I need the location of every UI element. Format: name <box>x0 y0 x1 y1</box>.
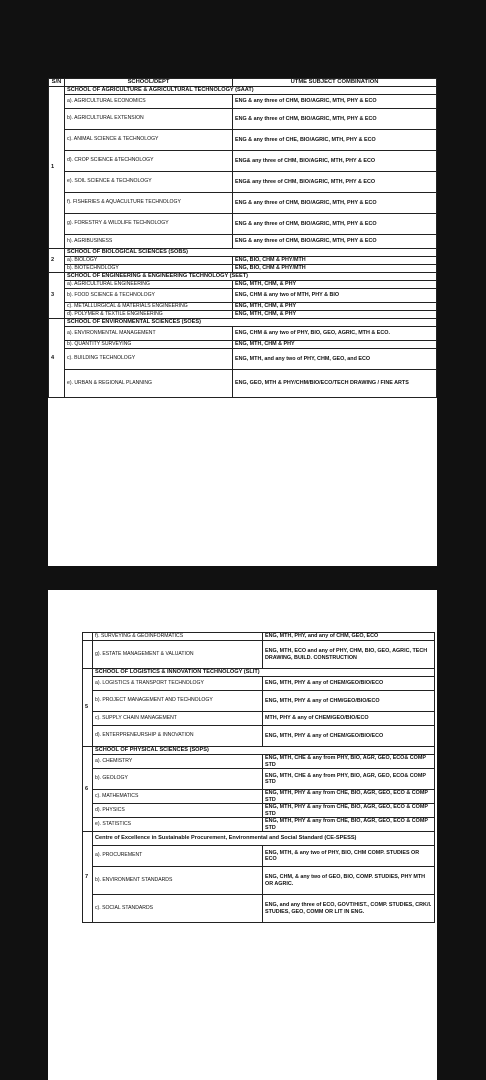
dept-name: h). AGRIBUSINESS <box>65 235 233 249</box>
school-number: 3 <box>49 273 65 319</box>
dept-name: c). ANIMAL SCIENCE & TECHNOLOGY <box>65 130 233 151</box>
table-row <box>49 235 437 249</box>
subject-combination: ENG, MTH, PHY & any from CHE, BIO, AGR, GEO, ECO & COMP STD <box>263 804 435 818</box>
subject-combination: ENG, and any three of ECO, GOVT/HIST., COMP. STUDIES, CRK/I. STUDIES, GEO, COMM OR LIT IN ENG. <box>263 895 435 923</box>
school-number: 7 <box>83 832 93 923</box>
subject-combination: ENG, MTH, PHY & any of CHEM/GEO/BIO/ECO <box>263 726 435 747</box>
dept-name: a). BIOLOGY <box>65 257 233 265</box>
table-row <box>49 265 437 273</box>
table-row <box>49 311 437 319</box>
school-number: 1 <box>49 87 65 249</box>
school-number <box>83 641 93 669</box>
subject-combination: ENG, MTH, PHY & any from CHE, BIO, AGR, GEO, ECO & COMP STD <box>263 790 435 804</box>
dept-name: f). FISHERIES & AQUACULTURE TECHNOLOGY <box>65 193 233 214</box>
dept-name: a). LOGISTICS & TRANSPORT TECHNOLOGY <box>93 677 263 691</box>
school-row <box>49 273 437 281</box>
school-number: 5 <box>83 669 93 747</box>
subject-combination: ENG & any three of CHM, BIO/AGRIC, MTH, PHY & ECO <box>233 193 437 214</box>
table-row <box>83 790 435 804</box>
subject-combination: ENG, MTH, PHY & any of CHEM/GEO/BIO/ECO <box>263 677 435 691</box>
table-row <box>49 95 437 109</box>
subject-combination: ENG, BIO, CHM & PHY/MTH <box>233 265 437 273</box>
header-combination: UTME SUBJECT COMBINATION <box>233 79 437 87</box>
subject-combination: MTH, PHY & any of CHEM/GEO/BIO/ECO <box>263 712 435 726</box>
subject-combination: ENG& any three of CHM, BIO/AGRIC, MTH, PHY & ECO <box>233 172 437 193</box>
table-row <box>83 633 435 641</box>
school-row <box>49 249 437 257</box>
dept-name: a). CHEMISTRY <box>93 755 263 769</box>
subject-combination: ENG, GEO, MTH & PHY/CHM/BIO/ECO/TECH DRAWING / FINE ARTS <box>233 370 437 398</box>
school-number: 4 <box>49 319 65 398</box>
dept-name: e). URBAN & REGIONAL PLANNING <box>65 370 233 398</box>
course-combination-table-continued <box>82 632 435 923</box>
subject-combination: ENG, MTH, CHM, & PHY <box>233 303 437 311</box>
subject-combination: ENG, MTH, PHY, and any of CHM, GEO, ECO <box>263 633 435 641</box>
table-row <box>83 691 435 712</box>
subject-combination: ENG, MTH, CHE & any from PHY, BIO, AGR, GEO, ECO& COMP STD <box>263 769 435 790</box>
subject-combination: ENG, MTH, and any two of PHY, CHM, GEO, and ECO <box>233 349 437 370</box>
dept-name: a). AGRICULTURAL ECONOMICS <box>65 95 233 109</box>
dept-name: a). AGRICULTURAL ENGINEERING <box>65 281 233 289</box>
table-row <box>49 172 437 193</box>
document-page-2 <box>48 590 437 1080</box>
school-title: SCHOOL OF ENVIRONMENTAL SCIENCES (SOES) <box>65 319 437 327</box>
dept-name: d). PHYSICS <box>93 804 263 818</box>
table-row <box>49 370 437 398</box>
school-title: SCHOOL OF BIOLOGICAL SCIENCES (SOBS) <box>65 249 437 257</box>
school-row <box>49 319 437 327</box>
table-row <box>83 895 435 923</box>
table-header-row <box>49 79 437 87</box>
subject-combination: ENG& any three of CHM, BIO/AGRIC, MTH, PHY & ECO <box>233 151 437 172</box>
subject-combination: ENG, MTH, CHM, & PHY <box>233 311 437 319</box>
dept-name: g). FORESTRY & WILDLIFE TECHNOLOGY <box>65 214 233 235</box>
dept-name: b). PROJECT MANAGEMENT AND TECHNOLOGY <box>93 691 263 712</box>
subject-combination: ENG, MTH, PHY & any from CHE, BIO, AGR, GEO, ECO & COMP STD <box>263 818 435 832</box>
dept-name: c). BUILDING TECHNOLOGY <box>65 349 233 370</box>
subject-combination: ENG, MTH, CHM & PHY <box>233 341 437 349</box>
table-row <box>49 289 437 303</box>
school-row <box>83 669 435 677</box>
table-row <box>49 341 437 349</box>
school-row <box>49 87 437 95</box>
dept-name: b). BIOTECHNOLOGY <box>65 265 233 273</box>
subject-combination: ENG & any three of CHE, BIO/AGRIC, MTH, PHY & ECO <box>233 130 437 151</box>
school-title: SCHOOL OF LOGISTICS & INNOVATION TECHNOLOGY (SLIT) <box>93 669 435 677</box>
table-row <box>49 327 437 341</box>
table-row <box>83 755 435 769</box>
dept-name: c). MATHEMATICS <box>93 790 263 804</box>
subject-combination: ENG, MTH, CHE & any from PHY, BIO, AGR, GEO, ECO& COMP STD <box>263 755 435 769</box>
dept-name: c). SUPPLY CHAIN MANAGEMENT <box>93 712 263 726</box>
dept-name: c). SOCIAL STANDARDS <box>93 895 263 923</box>
subject-combination: ENG, MTH, ECO and any of PHY, CHM, BIO, GEO, AGRIC, TECH DRAWING, BUILD. CONSTRUCTION <box>263 641 435 669</box>
table-row <box>83 818 435 832</box>
school-row <box>83 832 435 846</box>
dept-name: b). GEOLOGY <box>93 769 263 790</box>
dept-name: b). QUANTITY SURVEYING <box>65 341 233 349</box>
dept-name: f). SURVEYING & GEOINFORMATICS <box>93 633 263 641</box>
table-row <box>83 641 435 669</box>
subject-combination: ENG, CHM & any two of PHY, BIO, GEO, AGRIC, MTH & ECO. <box>233 327 437 341</box>
dept-name: c). METALLURGICAL & MATERIALS ENGINEERING <box>65 303 233 311</box>
subject-combination: ENG, CHM, & any two of GEO, BIO, COMP. STUDIES, PHY MTH OR AGRIC. <box>263 867 435 895</box>
table-row <box>49 281 437 289</box>
table-row <box>83 712 435 726</box>
table-row <box>49 130 437 151</box>
table-row <box>49 257 437 265</box>
dept-name: e). STATISTICS <box>93 818 263 832</box>
document-page-1 <box>48 78 437 566</box>
school-number <box>83 633 93 641</box>
dept-name: b). FOOD SCIENCE & TECHNOLOGY <box>65 289 233 303</box>
table-row <box>83 769 435 790</box>
dept-name: b). ENVIRONMENT STANDARDS <box>93 867 263 895</box>
table-row <box>49 214 437 235</box>
dept-name: b). AGRICULTURAL EXTENSION <box>65 109 233 130</box>
subject-combination: ENG, MTH, & any two of PHY, BIO, CHM COMP. STUDIES OR ECO <box>263 846 435 867</box>
dept-name: d). CROP SCIENCE &TECHNOLOGY <box>65 151 233 172</box>
school-title: SCHOOL OF PHYSICAL SCIENCES (SOPS) <box>93 747 435 755</box>
table-row <box>49 193 437 214</box>
page-top-margin <box>48 590 437 632</box>
course-combination-table <box>48 78 437 398</box>
dept-name: d). ENTERPRENEURSHIP & INNOVATION <box>93 726 263 747</box>
subject-combination: ENG, BIO, CHM & PHY/MTH <box>233 257 437 265</box>
table-row <box>49 151 437 172</box>
header-sn: S/N <box>49 79 65 87</box>
table-row <box>83 804 435 818</box>
dept-name: a). PROCUREMENT <box>93 846 263 867</box>
table-row <box>49 349 437 370</box>
school-title: Centre of Excellence in Sustainable Procurement, Environmental and Social Standard (CE-SPESS) <box>93 832 435 846</box>
school-row <box>83 747 435 755</box>
school-number: 2 <box>49 249 65 273</box>
subject-combination: ENG & any three of CHM, BIO/AGRIC, MTH, PHY & ECO <box>233 214 437 235</box>
dept-name: d). POLYMER & TEXTILE ENGINEERING <box>65 311 233 319</box>
table-row <box>83 846 435 867</box>
subject-combination: ENG, MTH, PHY & any of CHM/GEO/BIO/ECO <box>263 691 435 712</box>
table-row <box>83 726 435 747</box>
table-row <box>83 867 435 895</box>
table-row <box>83 677 435 691</box>
school-number: 6 <box>83 747 93 832</box>
dept-name: e). SOIL SCIENCE & TECHNOLOGY <box>65 172 233 193</box>
subject-combination: ENG & any three of CHM, BIO/AGRIC, MTH, PHY & ECO <box>233 235 437 249</box>
subject-combination: ENG & any three of CHM, BIO/AGRIC, MTH, PHY & ECO <box>233 95 437 109</box>
school-title: SCHOOL OF AGRICULTURE & AGRICULTURAL TECHNOLOGY (SAAT) <box>65 87 437 95</box>
subject-combination: ENG, MTH, CHM, & PHY <box>233 281 437 289</box>
table-row <box>49 109 437 130</box>
header-dept: SCHOOL/DEPT <box>65 79 233 87</box>
subject-combination: ENG & any three of CHM, BIO/AGRIC, MTH, PHY & ECO <box>233 109 437 130</box>
dept-name: a). ENVIRONMENTAL MANAGEMENT <box>65 327 233 341</box>
table-row <box>49 303 437 311</box>
dept-name: g). ESTATE MANAGEMENT & VALUATION <box>93 641 263 669</box>
subject-combination: ENG, CHM & any two of MTH, PHY & BIO <box>233 289 437 303</box>
school-title: SCHOOL OF ENGINEERING & ENGINEERING TECHNOLOGY (SEET) <box>65 273 437 281</box>
